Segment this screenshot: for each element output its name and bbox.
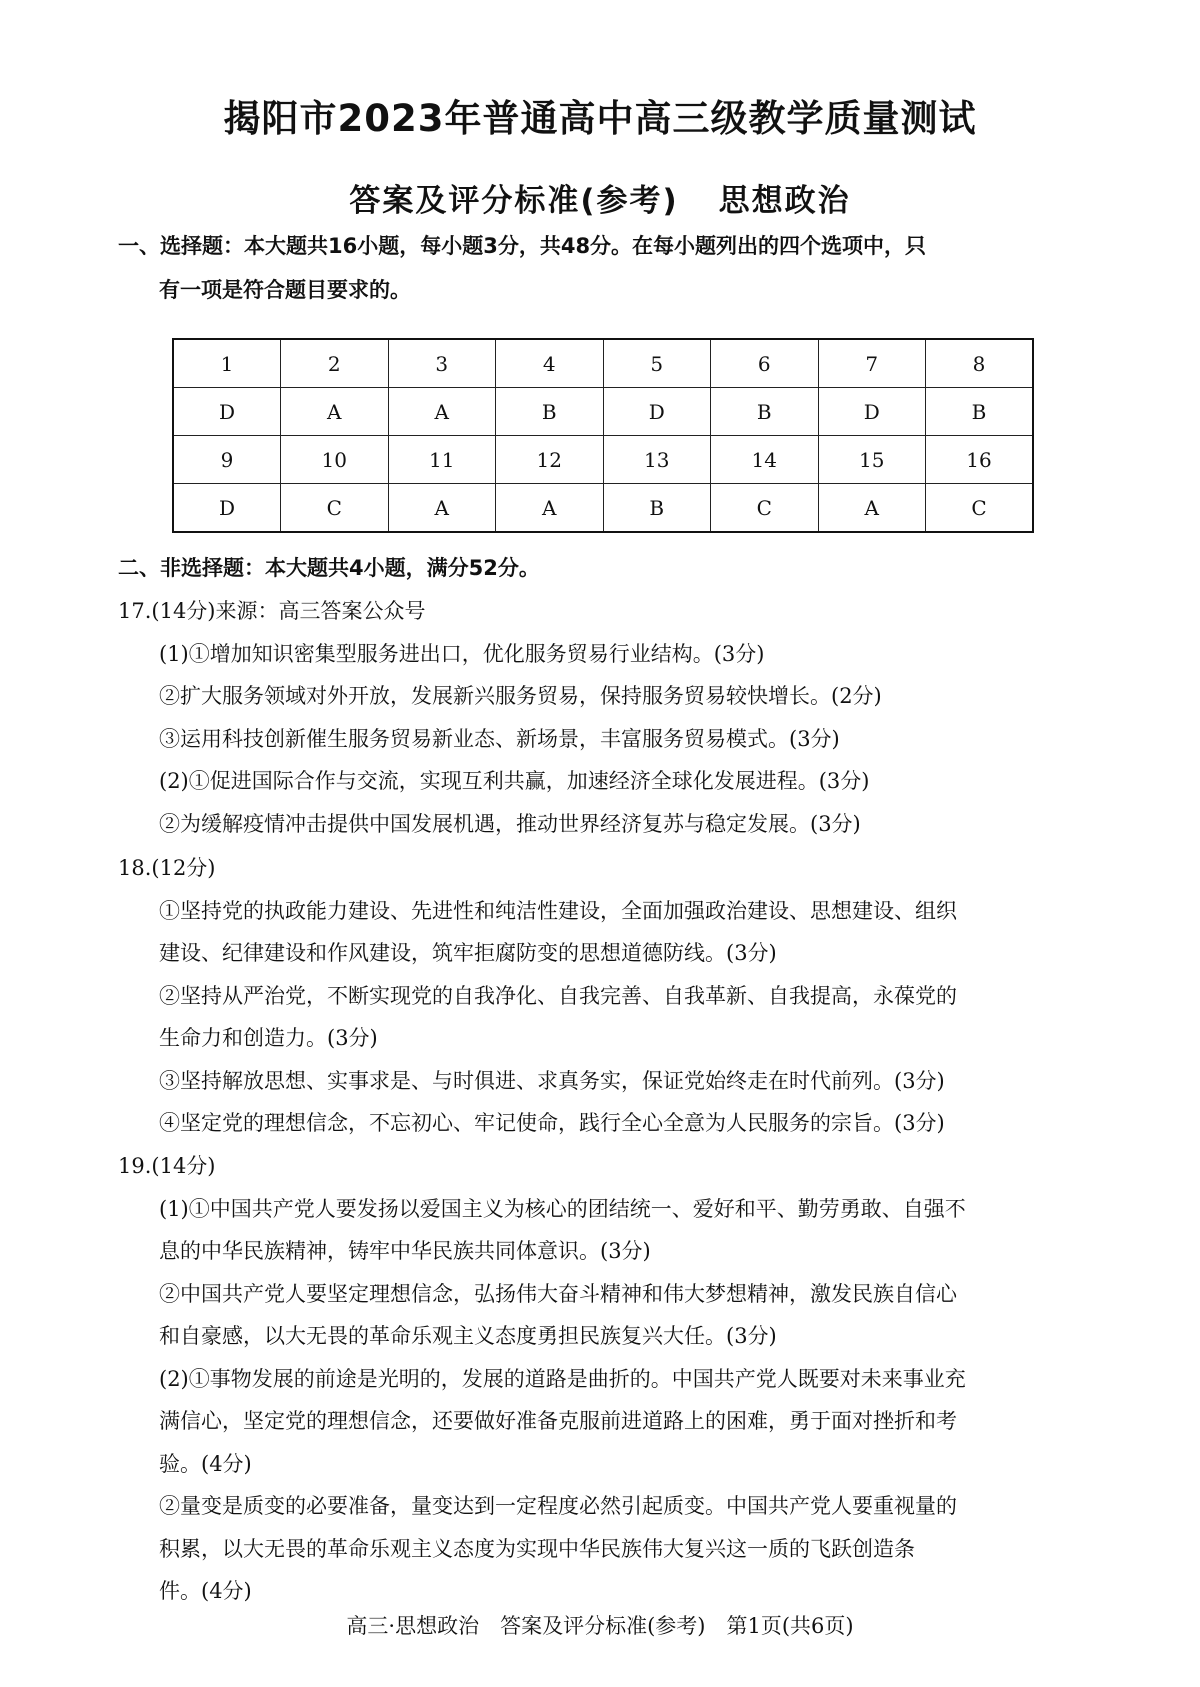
q18-line: 生命力和创造力。(3分) xyxy=(159,1026,378,1050)
part1-heading-line1: 一、选择题：本大题共16小题，每小题3分，共48分。在每小题列出的四个选项中，只 xyxy=(118,234,927,258)
table-cell: 16 xyxy=(926,436,1034,484)
subtitle-answer-key: 答案及评分标准(参考) xyxy=(349,183,679,219)
part2-heading: 二、非选择题：本大题共4小题，满分52分。 xyxy=(118,556,540,580)
q18-line: ①坚持党的执政能力建设、先进性和纯洁性建设，全面加强政治建设、思想建设、组织 xyxy=(159,898,957,923)
q19-line: 积累，以大无畏的革命乐观主义态度为实现中华民族伟大复兴这一质的飞跃创造条 xyxy=(159,1536,915,1561)
part1-heading xyxy=(118,224,1098,312)
subtitle-subject: 思想政治 xyxy=(718,183,851,219)
table-cell: A xyxy=(388,388,496,436)
q19-head: 19.(14分) xyxy=(118,1154,216,1178)
q17-line: (2)①促进国际合作与交流，实现互利共赢，加速经济全球化发展进程。(3分) xyxy=(159,769,870,793)
page-title: 揭阳市2023年普通高中高三级教学质量测试 xyxy=(223,97,977,140)
q19-line: (2)①事物发展的前途是光明的，发展的道路是曲折的。中国共产党人既要对未来事业充 xyxy=(159,1366,966,1391)
table-row-answers xyxy=(173,484,1033,533)
q19-line: ②量变是质变的必要准备，量变达到一定程度必然引起质变。中国共产党人要重视量的 xyxy=(159,1494,957,1518)
q18-head: 18.(12分) xyxy=(118,856,216,880)
q19-line: ②中国共产党人要坚定理想信念，弘扬伟大奋斗精神和伟大梦想精神，激发民族自信心 xyxy=(159,1281,957,1306)
table-cell: A xyxy=(818,484,926,533)
table-cell: 14 xyxy=(711,436,819,484)
question-19 xyxy=(118,1145,1098,1613)
q19-line: 和自豪感，以大无畏的革命乐观主义态度勇担民族复兴大任。(3分) xyxy=(159,1324,777,1348)
table-cell: 2 xyxy=(281,339,389,388)
table-cell: B xyxy=(603,484,711,533)
table-cell: 9 xyxy=(173,436,281,484)
q18-line: ②坚持从严治党，不断实现党的自我净化、自我完善、自我革新、自我提高，永葆党的 xyxy=(159,983,957,1008)
table-cell: 5 xyxy=(603,339,711,388)
q18-line: ③坚持解放思想、实事求是、与时俱进、求真务实，保证党始终走在时代前列。(3分) xyxy=(159,1068,945,1093)
table-cell: B xyxy=(496,388,604,436)
q17-line: ②为缓解疫情冲击提供中国发展机遇，推动世界经济复苏与稳定发展。(3分) xyxy=(159,811,861,836)
answer-table xyxy=(172,338,1034,533)
q19-line: 满信心，坚定党的理想信念，还要做好准备克服前进道路上的困难，勇于面对挫折和考 xyxy=(159,1409,957,1433)
table-row-question-numbers xyxy=(173,339,1033,388)
table-cell: 12 xyxy=(496,436,604,484)
table-cell: B xyxy=(711,388,819,436)
table-cell: A xyxy=(496,484,604,533)
table-row-answers xyxy=(173,388,1033,436)
table-cell: A xyxy=(281,388,389,436)
q18-line: 建设、纪律建设和作风建设，筑牢拒腐防变的思想道德防线。(3分) xyxy=(159,941,777,965)
table-cell: 1 xyxy=(173,339,281,388)
table-cell: C xyxy=(926,484,1034,533)
table-cell: D xyxy=(603,388,711,436)
q18-line: ④坚定党的理想信念，不忘初心、牢记使命，践行全心全意为人民服务的宗旨。(3分) xyxy=(159,1111,945,1135)
table-cell: 4 xyxy=(496,339,604,388)
table-cell: D xyxy=(173,484,281,533)
q19-line: 验。(4分) xyxy=(159,1451,252,1476)
table-cell: C xyxy=(711,484,819,533)
table-cell: C xyxy=(281,484,389,533)
question-17 xyxy=(118,590,1098,845)
table-cell: 3 xyxy=(388,339,496,388)
q17-line: ③运用科技创新催生服务贸易新业态、新场景，丰富服务贸易模式。(3分) xyxy=(159,726,840,751)
table-cell: A xyxy=(388,484,496,533)
table-cell: 8 xyxy=(926,339,1034,388)
table-cell: 7 xyxy=(818,339,926,388)
question-18 xyxy=(118,847,1098,1145)
table-cell: 15 xyxy=(818,436,926,484)
table-cell: 10 xyxy=(281,436,389,484)
page-subtitle xyxy=(0,175,1200,220)
q19-line: 息的中华民族精神，铸牢中华民族共同体意识。(3分) xyxy=(159,1239,651,1263)
table-cell: 11 xyxy=(388,436,496,484)
part1-heading-line2: 有一项是符合题目要求的。 xyxy=(159,278,411,302)
q19-line: 件。(4分) xyxy=(159,1579,252,1603)
q19-line: (1)①中国共产党人要发扬以爱国主义为核心的团结统一、爱好和平、勤劳勇敢、自强不 xyxy=(159,1196,966,1221)
table-cell: D xyxy=(173,388,281,436)
table-cell: 13 xyxy=(603,436,711,484)
table-cell: B xyxy=(926,388,1034,436)
page-footer: 高三·思想政治 答案及评分标准(参考) 第1页(共6页) xyxy=(346,1614,854,1638)
q17-line: (1)①增加知识密集型服务进出口，优化服务贸易行业结构。(3分) xyxy=(159,641,765,666)
q17-line: ②扩大服务领域对外开放，发展新兴服务贸易，保持服务贸易较快增长。(2分) xyxy=(159,684,882,708)
q17-head: 17.(14分)来源：高三答案公众号 xyxy=(118,599,426,623)
table-cell: 6 xyxy=(711,339,819,388)
table-row-question-numbers xyxy=(173,436,1033,484)
table-cell: D xyxy=(818,388,926,436)
